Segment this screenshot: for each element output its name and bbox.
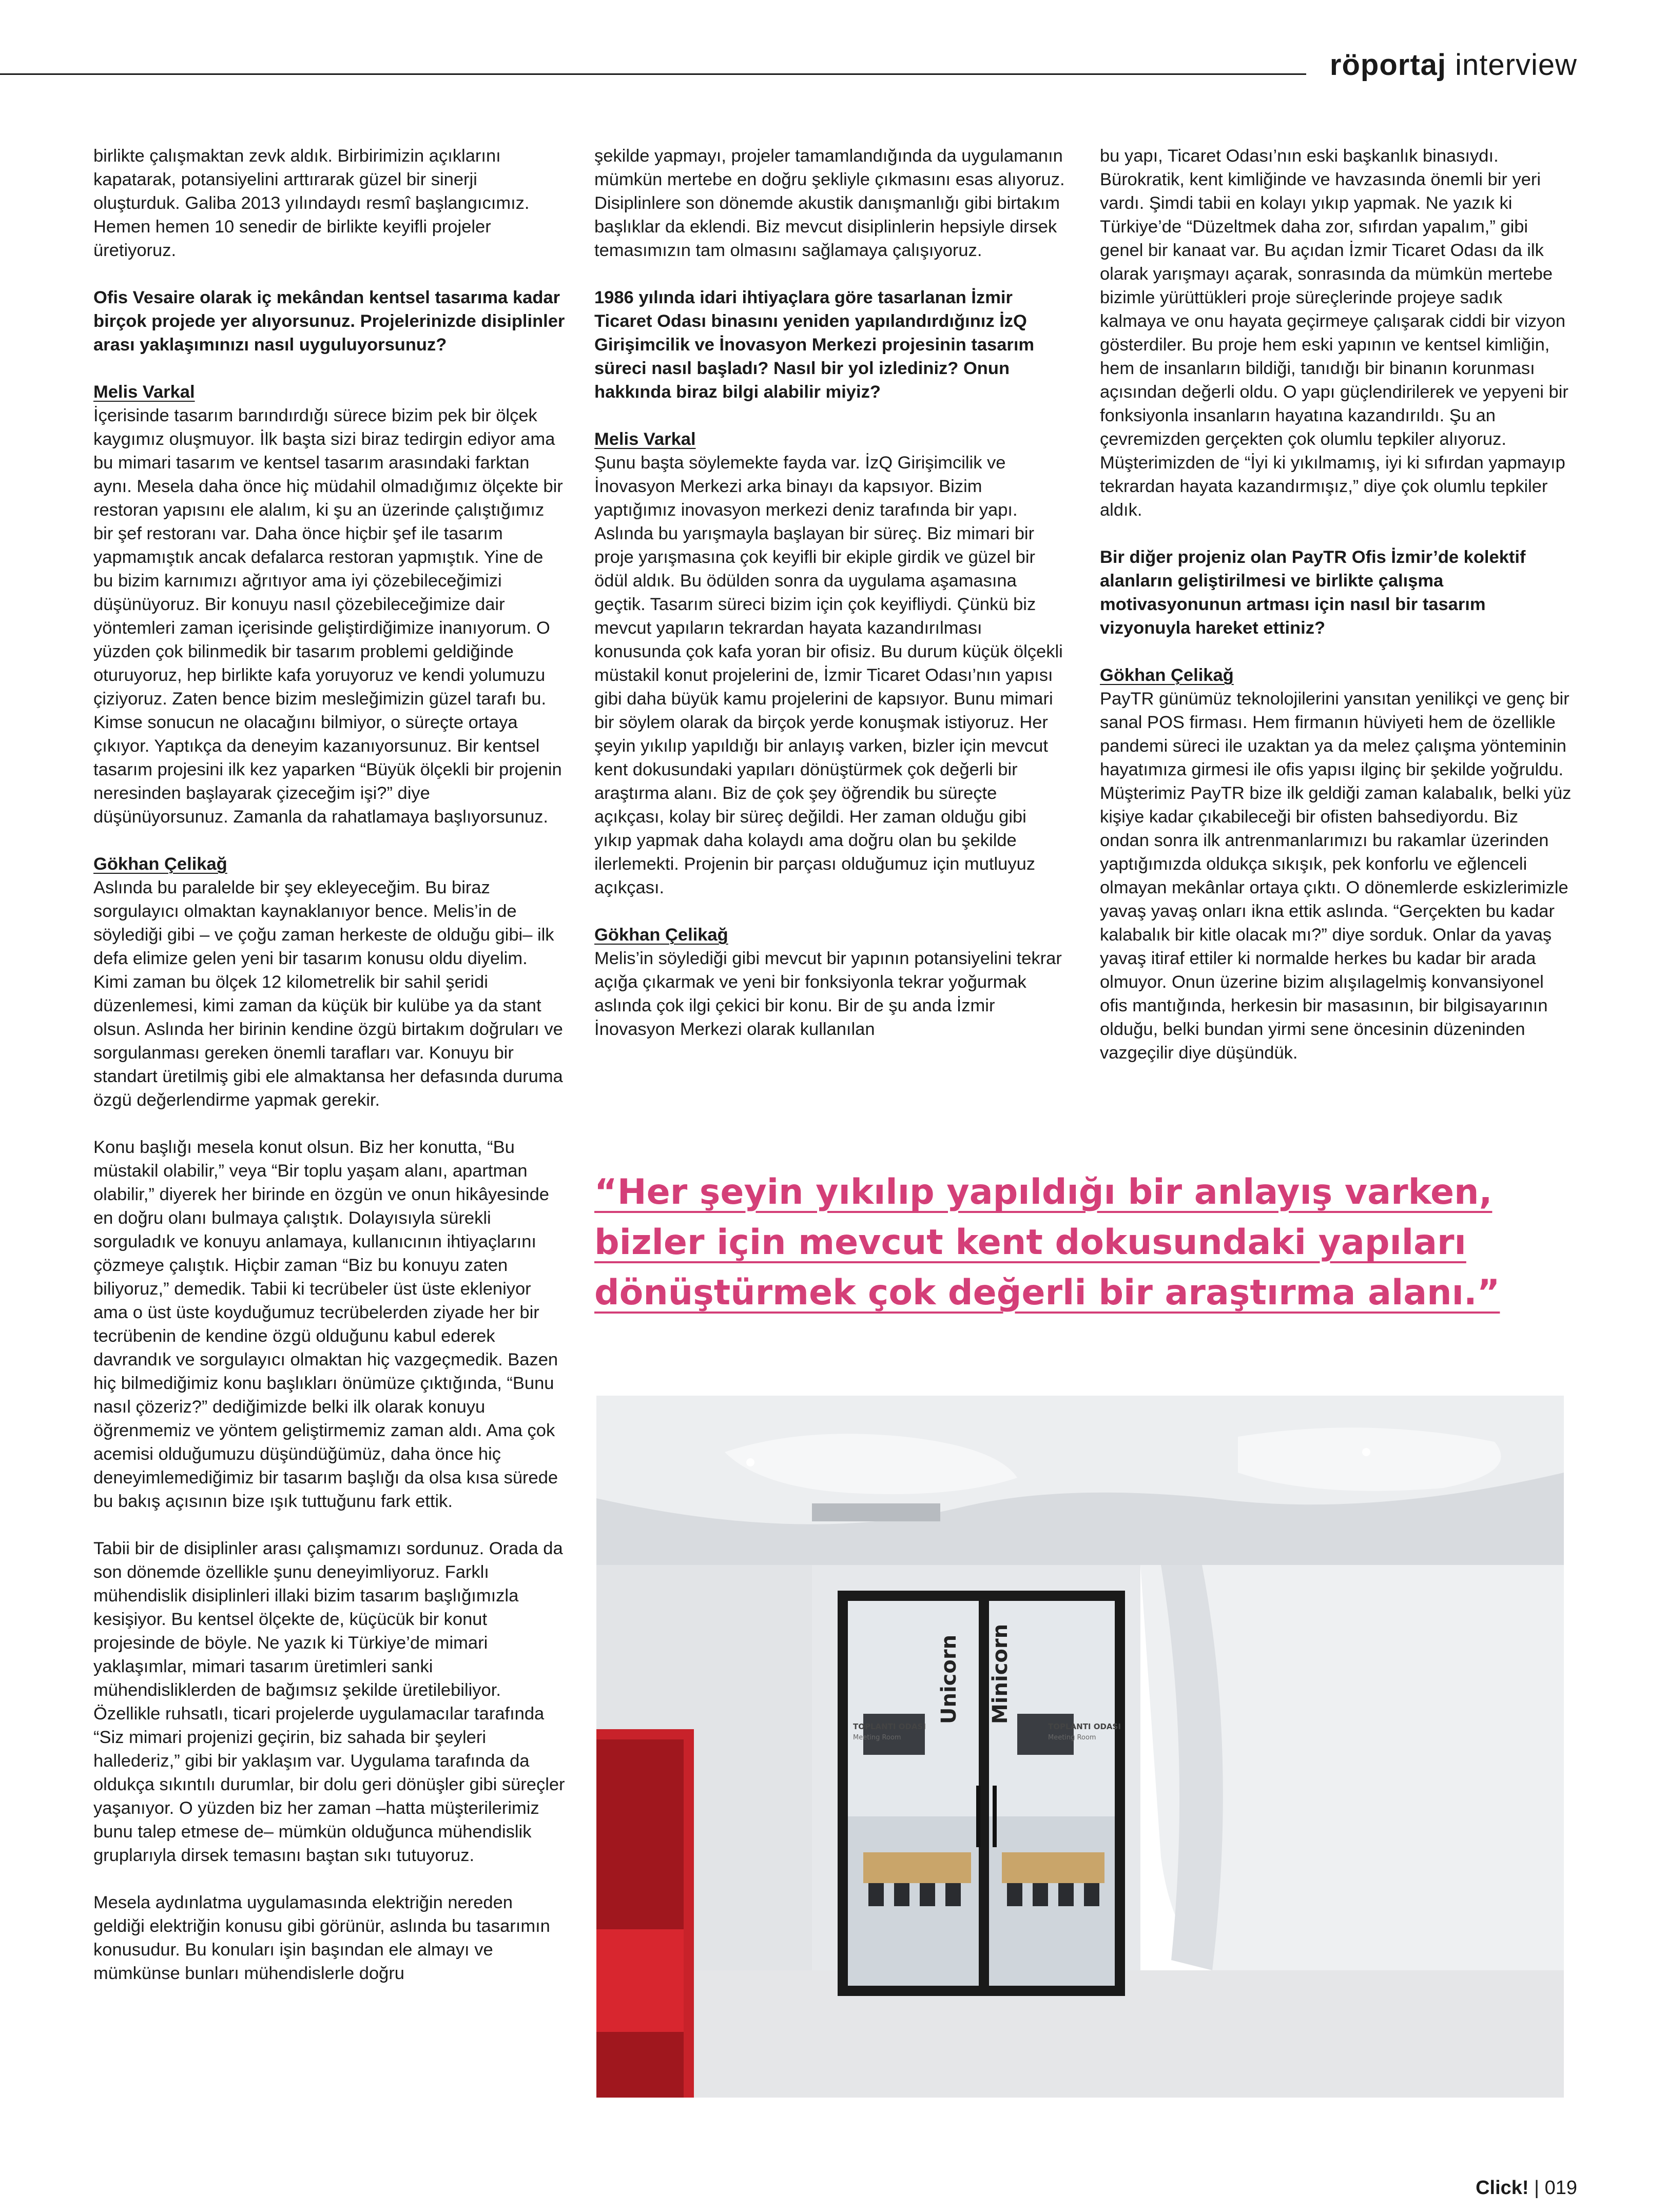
header-rule	[0, 73, 1306, 75]
right-room-sub: Meeting Room	[1048, 1734, 1096, 1741]
speaker-block	[594, 427, 1067, 451]
speaker-name: Gökhan Çelikağ	[1100, 665, 1234, 685]
left-door-sign: Unicorn	[937, 1634, 961, 1724]
page-footer	[1476, 2176, 1577, 2200]
red-niche	[596, 1739, 684, 2098]
office-photo-illustration	[596, 1396, 1564, 2098]
speaker-name: Melis Varkal	[93, 382, 195, 402]
office-photo	[596, 1396, 1564, 2098]
meeting-table	[863, 1852, 971, 1883]
paragraph: Tabii bir de disiplinler arası çalışmamızı sordunuz. Orada da son dönemde özellikle şunu deneyimliyoruz. Farklı mühendislik disiplinleri illaki bizim tasarım başlığımızla kesişiyor. Bu kentsel ölçekte de, küçücük bir konut projesinde de böyle. Ne yazık ki Türkiye’de mimari yaklaşımlar, mimari tasarım üretimleri sanki mühendisliklerden de bağımsız şekilde üretilebiliyor. Özellikle ruhsatlı, ticari projelerde uygulamacılar tarafında “Siz mimari projenizi geçirin, biz sahada bir şeyleri hallederiz,” gibi bir yaklaşım var. Uygulama tarafında da oldukça sıkıntılı durumlar, bir dolu geri dönüşler gibi süreçler yaşanıyor. O yüzden biz her zaman –hatta müşterilerimiz bunu talep etmese de– mümkün olduğunca mühendislik gruplarıyla dirsek temasını baştan sıkı tutuyoruz.	[93, 1539, 565, 1865]
paragraph: şekilde yapmayı, projeler tamamlandığında da uygulamanın mümkün mertebe en doğru şekliyle çıkmasını esas alıyoruz. Disiplinlere son dönemde akustik danışmanlığı gibi birtakım başlıklar da eklendi. Biz mevcut disiplinlerin hepsiyle dirsek temasımızın tam olmasını sağlamaya çalışıyoruz.	[594, 146, 1065, 260]
red-seat-cushion	[596, 1929, 684, 2032]
column-3	[1100, 144, 1572, 1088]
answer-text: Şunu başta söylemekte fayda var. İzQ Girişimcilik ve İnovasyon Merkezi arka binayı da kapsıyor. Bizim yaptığımız inovasyon merkezi deniz tarafında bir yapı. Aslında bu yarışmayla başlayan bir süreç. Biz mimari bir proje yarışmasına çok keyifli bir ekiple girdik ve güzel bir ödül aldık. Bu ödülden sonra da uygulama aşamasına geçtik. Tasarım süreci bizim için çok keyifliydi. Çünkü biz mevcut yapıların tekrardan hayata kazandırılması konusunda çok kafa yoran bir ofisiz. Bu durum küçük ölçekli müstakil konut projelerini de, İzmir Ticaret Odası’nın yapısı gibi daha büyük kamu projelerini de kapsıyor. Bunu mimari bir söylem olarak da birçok yerde konuşmak istiyoruz. Her şeyin yıkılıp yapıldığı bir anlayış varken, bizler için mevcut kent dokusundaki yapıları dönüştürmek çok değerli bir araştırma alanı. Biz de çok şey öğrendik bu süreçte açıkçası, kolay bir süreç değildi. Her zaman olduğu gibi yıkıp yapmak daha kolaydı ama doğru olan bu şekilde ilerlemekti. Projenin bir parçası olduğumuz için mutluyuz açıkçası.	[594, 453, 1063, 897]
speaker-name: Gökhan Çelikağ	[594, 925, 728, 945]
door-divider	[984, 1601, 988, 1986]
speaker-block	[594, 923, 1067, 947]
left-room-label: TOPLANTI ODASI	[853, 1722, 926, 1731]
pull-quote	[594, 1167, 1580, 1318]
paragraph: Konu başlığı mesela konut olsun. Biz her konutta, “Bu müstakil olabilir,” veya “Bir toplu yaşam alanı, apartman olabilir,” diyerek her birinde en özgün ve onun hikâyesinde en doğru olanı bulmaya çalıştık. Dolayısıyla sürekli sorguladık ve konuyu anlamaya, kullanıcının ihtiyaçlarını çözmeye çalıştık. Hiçbir zaman “Biz bu konuyu zaten biliyoruz,” demedik. Tabii ki tecrübeler üst üste ekleniyor ama o üst üste koyduğumuz tecrübelerden ziyade her bir tecrübenin de kendine özgü olduğunu kabul ederek davrandık ve sorgulayıcı olmaktan hiç vazgeçmedik. Bazen hiç bilmediğimiz konu başlıkları önümüze çıktığında, “Bunu nasıl çözeriz?” dediğimizde belki ilk olarak konuyu öğrenmemiz ve yöntem geliştirmemiz zaman aldı. Ama çok acemisi olduğumuzu düşündüğümüz, daha önce hiç deneyimlemediğimiz bir tasarım başlığı da olsa kısa sürede bu bakış açısının bize ışık tuttuğunu fark ettik.	[93, 1138, 558, 1511]
right-room-label: TOPLANTI ODASI	[1048, 1722, 1121, 1731]
page-number: 019	[1544, 2177, 1577, 2199]
magazine-brand: Click!	[1476, 2177, 1529, 2199]
answer-text: İçerisinde tasarım barındırdığı sürece bizim pek bir ölçek kaygımız oluşmuyor. İlk başta sizi biraz tedirgin ediyor ama bu mimari tasarım ve kentsel tasarım arasındaki farktan aynı. Mesela daha önce hiç müdahil olmadığımız ölçekte bir restoran yapısını ele alalım, ki şu an üzerinde çalıştığımız bir şef restoranı var. Daha önce hiçbir şef ile tasarım yapmamıştık ancak defalarca restoran yapmıştık. Yine de bu bizim karnımızı ağrıtıyor ama iyi çözebileceğimizi düşünüyoruz. Bir konuyu nasıl çözebileceğimize dair yöntemleri zaman içerisinde geliştirdiğimize inanıyorum. O yüzden çok bilinmedik bir tasarım problemi geldiğinde oturuyoruz, hep birlikte kafa yoruyoruz ve kendi yolumuzu çiziyoruz. Zaten bence bizim mesleğimizin güzel tarafı bu. Kimse sonucun ne olacağını bilmiyor, o süreçte ortaya çıkıyor. Yaptıkça da deneyim kazanıyorsunuz. Bir kentsel tasarım projesini ilk kez yaparken “Büyük ölçekli bir projenin neresinden başlayarak çizeceğim işi?” diye düşünüyorsunuz. Zamanla da rahatlamaya başlıyorsunuz.	[93, 406, 563, 827]
pull-quote-line: dönüştürmek çok değerli bir araştırma alanı.”	[594, 1273, 1500, 1313]
paragraph: birlikte çalışmaktan zevk aldık. Birbirimizin açıklarını kapatarak, potansiyelini arttırarak güzel bir sinerji oluşturduk. Galiba 2013 yılındaydı resmî başlangıcımız. Hemen hemen 10 senedir de birlikte keyifli projeler üretiyoruz.	[93, 146, 530, 260]
ceiling-light	[746, 1458, 754, 1466]
interview-question: Ofis Vesaire olarak iç mekândan kentsel tasarıma kadar birçok projede yer alıyorsunuz. Projelerinizde disiplinler arası yaklaşımınızı nasıl uyguluyorsunuz?	[93, 288, 565, 355]
section-label-light: interview	[1455, 48, 1577, 82]
footer-separator: |	[1534, 2177, 1540, 2199]
paragraph: Mesela aydınlatma uygulamasında elektriğin nereden geldiği elektriğin konusu gibi görünür, aslında bu tasarımın konusudur. Bu konuları işin başından ele almayı ve mümkünse bunları mühendislerle doğru	[93, 1893, 550, 1983]
answer-text: Aslında bu paralelde bir şey ekleyeceğim. Bu biraz sorgulayıcı olmaktan kaynaklanıyor bence. Melis’in de söylediği gibi – ve çoğu zaman herkeste de olduğu gibi– ilk defa elimize gelen yeni bir tasarım konusu oldu diyelim. Kimi zaman bu ölçek 12 kilometrelik bir sahil şeridi düzenlemesi, kimi zaman da küçük bir kulübe ya da stant olsun. Aslında her birinin kendine özgü birtakım doğruları ve sorgulanması gereken önemli tarafları var. Konuyu bir standart üretilmiş gibi ele almaktansa her defasında duruma özgü değerlendirme yapmak gerekir.	[93, 878, 563, 1110]
speaker-name: Melis Varkal	[594, 429, 696, 449]
speaker-name: Gökhan Çelikağ	[93, 854, 227, 874]
interview-question: Bir diğer projeniz olan PayTR Ofis İzmir’de kolektif alanların geliştirilmesi ve birlikte çalışma motivasyonunun artması için nasıl bir tasarım vizyonuyla hareket ettiniz?	[1100, 547, 1526, 638]
column-2	[594, 144, 1067, 1065]
answer-text: PayTR günümüz teknolojilerini yansıtan yenilikçi ve genç bir sanal POS firması. Hem firmanın hüviyeti hem de özellikle pandemi süreci ile uzaktan ya da melez çalışma yönteminin hayatımıza girmesi ile ofis yapısı ilginç bir şekilde yoğruldu. Müşterimiz PayTR bize ilk geldiği zaman kalabalık, belki yüz kişiye kadar çıkabileceği bir ofisten bahsediyordu. Biz ondan sonra ilk antrenmanlarımızı bu rakamlar üzerinden yaptığımızda oldukça sıkışık, pek konforlu ve eğlenceli olmayan mekânlar ortaya çıktı. O dönemlerde eskizlerimizle yavaş yavaş onları ikna ettik aslında. “Gerçekten bu kadar kalabalık bir kitle olacak mı?” diye sorduk. Onlar da yavaş yavaş itiraf ettiler ki normalde herkes bu kadar bir arada olmuyor. Onun üzerine bizim alışılagelmiş konvansiyonel ofis mantığında, herkesin bir masasının, bir bilgisayarının olduğu, belki bundan yirmi sene öncesinin düzeninden vazgeçilir diye düşündük.	[1100, 689, 1572, 1063]
speaker-block	[93, 852, 566, 876]
left-room-sub: Meeting Room	[853, 1734, 901, 1741]
air-vent	[812, 1503, 940, 1521]
pull-quote-line: bizler için mevcut kent dokusundaki yapıları	[594, 1222, 1466, 1263]
section-label	[1330, 47, 1577, 83]
speaker-block	[93, 380, 566, 404]
interview-question: 1986 yılında idari ihtiyaçlara göre tasarlanan İzmir Ticaret Odası binasını yeniden yapılandırdığınız İzQ Girişimcilik ve İnovasyon Merkezi projesinin tasarım süreci nasıl başladı? Nasıl bir yol izlediniz? Onun hakkında biraz bilgi alabilir miyiz?	[594, 288, 1035, 402]
ceiling-light	[1362, 1448, 1370, 1456]
right-door-sign: Minicorn	[988, 1623, 1012, 1724]
section-label-bold: röportaj	[1329, 48, 1447, 82]
door-handle	[976, 1786, 980, 1847]
door-handle	[993, 1786, 997, 1847]
paragraph: bu yapı, Ticaret Odası’nın eski başkanlık binasıydı. Bürokratik, kent kimliğinde ve havzasında önemli bir yeri vardı. Şimdi tabii en kolayı yıkıp yapmak. Ne yazık ki Türkiye’de “Düzeltmek daha zor, sıfırdan yapalım,” gibi genel bir kanaat var. Bu açıdan İzmir Ticaret Odası da ilk olarak yarışmayı açarak, sonrasında da mümkün mertebe bizimle yürüttükleri proje süreçlerinde projeye sadık kalmaya ve onu hayata geçirmeye çalışarak ciddi bir vizyon gösterdiler. Bu proje hem eski yapının ve kentsel kimliğin, hem de insanların bildiği, tanıdığı bir binanın korunması açısından değerli oldu. O yapı güçlendirilerek ve yepyeni bir fonksiyonla insanların hayatına kazandırıldı. Şu an çevremizden gerçekten çok olumlu tepkiler alıyoruz. Müşterimizden de “İyi ki yıkılmamış, iyi ki sıfırdan yapmayıp tekrardan hayata kazandırmışız,” diye çok olumlu tepkiler aldık.	[1100, 146, 1568, 520]
answer-text: Melis’in söylediği gibi mevcut bir yapının potansiyelini tekrar açığa çıkarmak ve yeni bir fonksiyonla tekrar yoğurmak aslında çok ilgi çekici bir konu. Bir de şu anda İzmir İnovasyon Merkezi olarak kullanılan	[594, 949, 1062, 1039]
column-1	[93, 144, 566, 2009]
meeting-table	[1002, 1852, 1104, 1883]
speaker-block	[1100, 663, 1572, 687]
pull-quote-line: “Her şeyin yıkılıp yapıldığı bir anlayış varken,	[594, 1172, 1492, 1212]
ceiling-cloud	[1238, 1427, 1501, 1491]
